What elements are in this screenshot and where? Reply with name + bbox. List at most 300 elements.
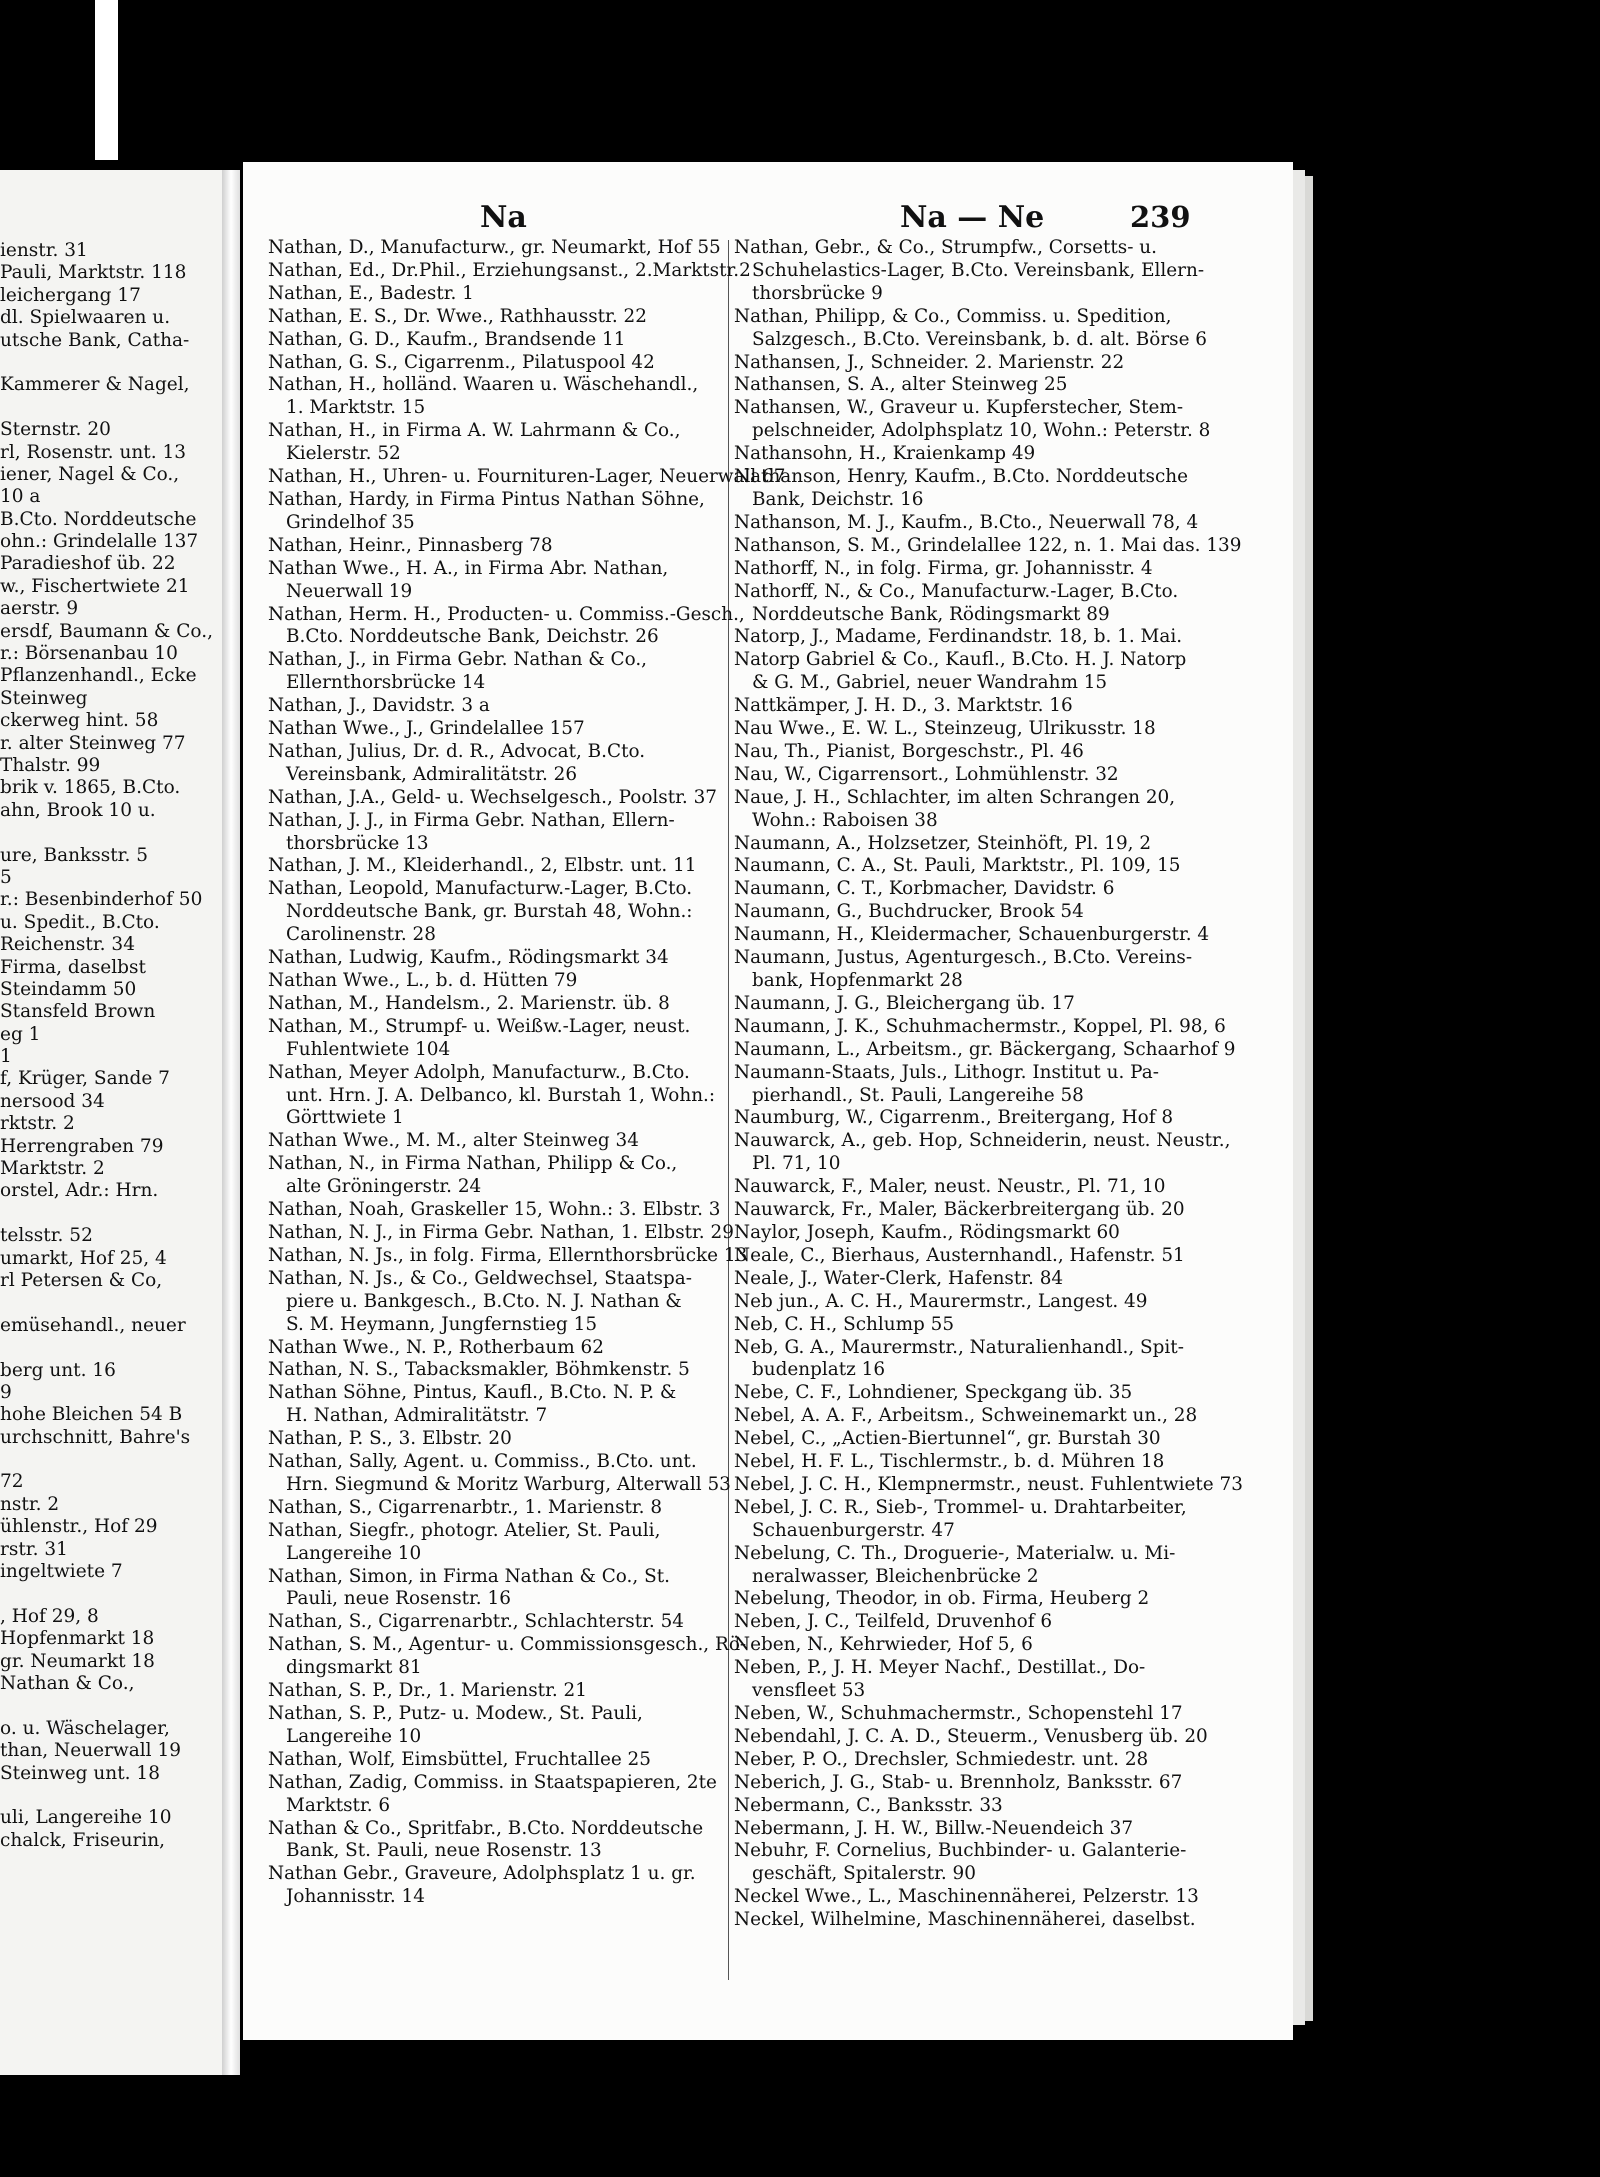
entry-first-line: Naumann, C. T., Korbmacher, Davidstr. 6 (734, 878, 1115, 900)
directory-entry (268, 649, 756, 695)
directory-entry (734, 718, 1222, 741)
entry-first-line: Nebermann, C., Banksstr. 33 (734, 1794, 1003, 1816)
previous-page-line: 5 (0, 866, 12, 888)
directory-entry (268, 878, 756, 947)
entry-first-line: Nathan, Ed., Dr.Phil., Erziehungsanst., 2.Marktstr.2 (268, 259, 751, 281)
directory-entry (268, 237, 756, 260)
directory-entry (734, 1291, 1222, 1314)
directory-entry (734, 1749, 1222, 1772)
entry-continuation-line: vensfleet 53 (752, 1680, 866, 1702)
entry-first-line: Neben, W., Schuhmachermstr., Schopenstehl 17 (734, 1703, 1183, 1724)
directory-entry (268, 1818, 756, 1864)
entry-first-line: Nathan Gebr., Graveure, Adolphsplatz 1 u. gr. (268, 1863, 696, 1885)
directory-entry (268, 695, 756, 718)
entry-first-line: Naumann, H., Kleidermacher, Schauenburgerstr. 4 (734, 924, 1210, 946)
directory-entry (734, 649, 1222, 695)
directory-entry (268, 489, 756, 535)
entry-first-line: Nathanson, S. M., Grindelallee 122, n. 1. Mai das. 139 (734, 534, 1242, 556)
entry-first-line: Nebuhr, F. Cornelius, Buchbinder- u. Galanterie- (734, 1840, 1187, 1862)
entry-continuation-line: Johannisstr. 14 (286, 1886, 425, 1908)
entry-first-line: Nathan, G. S., Cigarrenm., Pilatuspool 42 (268, 351, 655, 373)
directory-entry (268, 970, 756, 993)
previous-page-line (0, 397, 222, 419)
previous-page-line: r.: Besenbinderhof 50 (0, 889, 203, 911)
entry-continuation-line: Neuerwall 19 (286, 580, 413, 602)
directory-entry (734, 1497, 1222, 1543)
entry-first-line: Nathan Söhne, Pintus, Kaufl., B.Cto. N. P. & (268, 1382, 677, 1404)
directory-entry (268, 1611, 756, 1634)
entry-continuation-line: neralwasser, Bleichenbrücke 2 (752, 1565, 1039, 1587)
entry-first-line: Nathan, Julius, Dr. d. R., Advocat, B.Cto. (268, 740, 646, 762)
previous-page-line: aerstr. 9 (0, 598, 79, 620)
previous-page-line: Stansfeld Brown (0, 1001, 156, 1023)
entry-first-line: Naumann, G., Buchdrucker, Brook 54 (734, 901, 1084, 923)
directory-entry (268, 1153, 756, 1199)
entry-first-line: Nathan, N. Js., & Co., Geldwechsel, Staatspa- (268, 1267, 692, 1289)
directory-entry (734, 1543, 1222, 1589)
entry-first-line: Neben, N., Kehrwieder, Hof 5, 6 (734, 1634, 1033, 1656)
entry-first-line: Nathansen, W., Graveur u. Kupferstecher, Stem- (734, 397, 1184, 419)
previous-page-line: rktstr. 2 (0, 1113, 75, 1135)
directory-entry (734, 1405, 1222, 1428)
directory-entry (268, 787, 756, 810)
entry-first-line: Nathan, H., Uhren- u. Fournituren-Lager, Neuerwall 67 (268, 466, 786, 488)
directory-entry (268, 1863, 756, 1909)
directory-entry (268, 1268, 756, 1337)
previous-page-line: eg 1 (0, 1023, 41, 1045)
previous-page-line: Firma, daselbst (0, 956, 146, 978)
entry-first-line: Nauwarck, F., Maler, neust. Neustr., Pl. 71, 10 (734, 1176, 1166, 1198)
entry-first-line: Nathan Wwe., M. M., alter Steinweg 34 (268, 1130, 639, 1152)
entry-first-line: Nathan, N. S., Tabacksmakler, Böhmkenstr. 5 (268, 1359, 690, 1381)
entry-continuation-line: dingsmarkt 81 (286, 1657, 422, 1679)
entry-first-line: Nathan, G. D., Kaufm., Brandsende 11 (268, 328, 626, 350)
previous-page-line: Hopfenmarkt 18 (0, 1628, 155, 1650)
entry-first-line: Neb, G. A., Maurermstr., Naturalienhandl., Spit- (734, 1336, 1184, 1358)
previous-page-line: Thalstr. 99 (0, 754, 101, 776)
entry-first-line: Nebe, C. F., Lohndiener, Speckgang üb. 35 (734, 1382, 1133, 1404)
directory-entry (734, 1473, 1243, 1497)
directory-entry (734, 993, 1222, 1016)
previous-page-line: Nathan & Co., (0, 1673, 135, 1694)
binding-edge (95, 0, 119, 160)
entry-first-line: Naumann, Justus, Agenturgesch., B.Cto. Vereins- (734, 947, 1193, 969)
directory-entry (268, 1428, 756, 1451)
previous-page-line: 9 (0, 1381, 12, 1403)
directory-entry (268, 1359, 756, 1382)
entry-first-line: Nathan, S. P., Dr., 1. Marienstr. 21 (268, 1680, 587, 1702)
entry-continuation-line: pelschneider, Adolphsplatz 10, Wohn.: Peterstr. 8 (752, 420, 1211, 442)
entry-first-line: Nau Wwe., E. W. L., Steinzeug, Ulrikusstr. 18 (734, 718, 1156, 740)
entry-first-line: Nau, Th., Pianist, Borgeschstr., Pl. 46 (734, 740, 1084, 762)
directory-entry (734, 833, 1222, 856)
previous-page-line: r.: Börsenanbau 10 (0, 643, 178, 665)
entry-first-line: Nathan, N. J., in Firma Gebr. Nathan, 1. Elbstr. 29 (268, 1221, 734, 1243)
directory-entry (734, 695, 1222, 718)
previous-page-line: w., Fischertwiete 21 (0, 575, 190, 597)
previous-page-line (0, 1449, 222, 1471)
directory-entry (734, 512, 1222, 535)
entry-continuation-line: unt. Hrn. J. A. Delbanco, kl. Burstah 1, Wohn.: (286, 1084, 716, 1106)
entry-continuation-line: Grindelhof 35 (286, 511, 415, 533)
entry-first-line: Nathan, J., in Firma Gebr. Nathan & Co., (268, 649, 648, 671)
directory-entry (268, 1566, 756, 1612)
entry-continuation-line: H. Nathan, Admiralitätstr. 7 (286, 1405, 548, 1427)
directory-entry (268, 741, 756, 787)
directory-entry (734, 1634, 1222, 1657)
entry-continuation-line: Langereihe 10 (286, 1542, 422, 1564)
entry-first-line: Nathan, N., in Firma Nathan, Philipp & Co., (268, 1153, 678, 1175)
directory-entry (734, 1337, 1222, 1383)
entry-continuation-line: Kielerstr. 52 (286, 443, 401, 465)
directory-entry (268, 1497, 756, 1520)
entry-first-line: Nathan, Zadig, Commiss. in Staatspapieren, 2te (268, 1771, 717, 1793)
entry-first-line: Neberich, J. G., Stab- u. Brennholz, Banksstr. 67 (734, 1771, 1183, 1793)
directory-entry (734, 855, 1222, 878)
entry-continuation-line: Görttwiete 1 (286, 1107, 404, 1129)
entry-continuation-line: Bank, St. Pauli, neue Rosenstr. 13 (286, 1840, 602, 1862)
previous-page-line: Steindamm 50 (0, 978, 137, 1000)
previous-page-line: , Hof 29, 8 (0, 1605, 99, 1627)
previous-page-line: Sternstr. 20 (0, 419, 111, 441)
entry-continuation-line: geschäft, Spitalerstr. 90 (752, 1863, 976, 1885)
entry-first-line: Nebelung, C. Th., Droguerie-, Materialw. u. Mi- (734, 1542, 1176, 1564)
entry-continuation-line: thorsbrücke 13 (286, 832, 429, 854)
previous-page-line: Marktstr. 2 (0, 1158, 105, 1180)
previous-page-line: 10 a (0, 486, 41, 508)
entry-first-line: Nathan, J., Davidstr. 3 a (268, 695, 490, 717)
entry-continuation-line: Ellernthorsbrücke 14 (286, 672, 486, 694)
entry-first-line: Nathan, S., Cigarrenarbtr., Schlachterstr. 54 (268, 1611, 684, 1633)
directory-entry (734, 1268, 1222, 1291)
directory-entry (268, 352, 756, 375)
previous-page-line: rstr. 31 (0, 1538, 68, 1560)
entry-first-line: Nathan, H., in Firma A. W. Lahrmann & Co., (268, 420, 681, 442)
entry-first-line: Nathan, Gebr., & Co., Strumpfw., Corsetts- u. (734, 237, 1157, 258)
entry-first-line: Nathan, J. J., in Firma Gebr. Nathan, Ellern- (268, 809, 675, 831)
entry-first-line: Nathorff, N., & Co., Manufacturw.-Lager, B.Cto. (734, 580, 1179, 602)
entry-first-line: Nathorff, N., in folg. Firma, gr. Johannisstr. 4 (734, 557, 1153, 579)
entry-first-line: Nauwarck, A., geb. Hop, Schneiderin, neust. Neustr., (734, 1130, 1231, 1152)
previous-page-line: berg unt. 16 (0, 1359, 116, 1381)
directory-entry (734, 1245, 1222, 1268)
entry-first-line: Nebelung, Theodor, in ob. Firma, Heuberg 2 (734, 1588, 1150, 1610)
entry-first-line: Nebel, J. C. R., Sieb-, Trommel- u. Drahtarbeiter, (734, 1496, 1187, 1518)
directory-entry (734, 581, 1222, 627)
directory-entry (734, 352, 1222, 375)
entry-first-line: Nathan, J. M., Kleiderhandl., 2, Elbstr. unt. 11 (268, 855, 697, 877)
directory-entry (268, 260, 756, 283)
previous-page-line: emüsehandl., neuer (0, 1314, 186, 1336)
entry-first-line: Nathan, S. P., Putz- u. Modew., St. Pauli, (268, 1703, 643, 1724)
directory-entry (734, 1428, 1222, 1451)
previous-page-line: Paradieshof üb. 22 (0, 553, 176, 575)
entry-continuation-line: Norddeutsche Bank, gr. Burstah 48, Wohn.: (286, 901, 693, 923)
directory-entry (268, 1245, 756, 1268)
entry-first-line: Nathan, Sally, Agent. u. Commiss., B.Cto. unt. (268, 1451, 697, 1473)
directory-entry (734, 1451, 1222, 1474)
directory-entry (734, 237, 1222, 306)
directory-entry (268, 1703, 756, 1749)
entry-first-line: Nathan Wwe., J., Grindelallee 157 (268, 718, 585, 740)
entry-first-line: Nathan, Philipp, & Co., Commiss. u. Spedition, (734, 305, 1172, 327)
directory-entry (734, 1840, 1222, 1886)
previous-page-line: rl, Rosenstr. unt. 13 (0, 441, 187, 463)
entry-first-line: Nathan, Wolf, Eimsbüttel, Fruchtallee 25 (268, 1748, 651, 1770)
directory-entry (734, 1886, 1222, 1909)
entry-first-line: Nebel, J. C. H., Klempnermstr., neust. Fuhlentwiete 73 (734, 1473, 1243, 1495)
previous-page-line: ienstr. 31 (0, 240, 88, 261)
directory-entry (734, 466, 1222, 512)
directory-entry (268, 1520, 756, 1566)
directory-entry (734, 1726, 1222, 1749)
directory-entry (268, 1016, 756, 1062)
directory-entry (268, 374, 756, 420)
entry-first-line: Naumann, J. K., Schuhmachermstr., Koppel, Pl. 98, 6 (734, 1015, 1226, 1037)
entry-first-line: Nathan Wwe., N. P., Rotherbaum 62 (268, 1336, 604, 1358)
previous-page-line: Pflanzenhandl., Ecke (0, 665, 197, 687)
previous-page-line: ersdf, Baumann & Co., (0, 620, 213, 642)
entry-continuation-line: & G. M., Gabriel, neuer Wandrahm 15 (752, 672, 1108, 694)
previous-page-line: brik v. 1865, B.Cto. (0, 777, 181, 799)
entry-continuation-line: S. M. Heymann, Jungfernstieg 15 (286, 1313, 598, 1335)
right-column (734, 237, 1243, 1932)
entry-first-line: Nathan, Leopold, Manufacturw.-Lager, B.Cto. (268, 878, 693, 900)
entry-continuation-line: piere u. Bankgesch., B.Cto. N. J. Nathan & (286, 1290, 682, 1312)
entry-first-line: Neben, P., J. H. Meyer Nachf., Destillat., Do- (734, 1657, 1146, 1679)
previous-page-line: ühlenstr., Hof 29 (0, 1516, 158, 1538)
entry-first-line: Nathan, Heinr., Pinnasberg 78 (268, 534, 553, 556)
entry-continuation-line: Pl. 71, 10 (752, 1153, 841, 1175)
previous-page-line: Kammerer & Nagel, (0, 374, 190, 396)
directory-entry (734, 947, 1222, 993)
directory-entry (268, 604, 756, 650)
entry-first-line: Nathan, H., holländ. Waaren u. Wäschehandl., (268, 374, 699, 396)
entry-continuation-line: 1. Marktstr. 15 (286, 397, 426, 419)
entry-first-line: Nauwarck, Fr., Maler, Bäckerbreitergang üb. 20 (734, 1199, 1185, 1221)
entry-first-line: Nathan Wwe., H. A., in Firma Abr. Nathan, (268, 557, 669, 579)
directory-entry (268, 1451, 756, 1497)
directory-entry (734, 1222, 1222, 1245)
entry-continuation-line: B.Cto. Norddeutsche Bank, Deichstr. 26 (286, 626, 659, 648)
previous-page-line (0, 1785, 222, 1807)
entry-continuation-line: budenplatz 16 (752, 1359, 886, 1381)
previous-page-line: Steinweg unt. 18 (0, 1762, 160, 1784)
previous-page-line: Pauli, Marktstr. 118 (0, 262, 187, 284)
entry-first-line: Nathan & Co., Spritfabr., B.Cto. Norddeutsche (268, 1817, 704, 1839)
directory-entry (268, 1062, 756, 1131)
entry-first-line: Nathansen, J., Schneider. 2. Marienstr. 22 (734, 351, 1125, 373)
entry-first-line: Naumann, J. G., Bleichergang üb. 17 (734, 992, 1075, 1014)
entry-first-line: Nebermann, J. H. W., Billw.-Neuendeich 37 (734, 1817, 1134, 1839)
entry-continuation-line: Marktstr. 6 (286, 1794, 391, 1816)
previous-page-line: urchschnitt, Bahre's (0, 1426, 191, 1448)
previous-page-line: Reichenstr. 34 (0, 934, 135, 956)
entry-first-line: Nathansen, S. A., alter Steinweg 25 (734, 374, 1068, 396)
scan-bottom-border (0, 2075, 1600, 2177)
left-column-heading: Na (480, 200, 527, 235)
directory-entry (734, 1818, 1222, 1841)
entry-first-line: Nathan, D., Manufacturw., gr. Neumarkt, Hof 55 (268, 237, 721, 258)
previous-page-line: ingeltwiete 7 (0, 1561, 123, 1583)
entry-continuation-line: Carolinenstr. 28 (286, 924, 436, 946)
directory-entry (734, 1382, 1222, 1405)
directory-entry (734, 1062, 1222, 1108)
directory-entry (268, 558, 756, 604)
previous-page-line: leichergang 17 (0, 284, 141, 306)
directory-entry (268, 1772, 756, 1818)
directory-entry (268, 535, 756, 558)
previous-page-line (0, 822, 222, 844)
previous-page-line: rl Petersen & Co, (0, 1269, 163, 1291)
entry-continuation-line: Wohn.: Raboisen 38 (752, 809, 938, 831)
entry-first-line: Nathan, P. S., 3. Elbstr. 20 (268, 1428, 512, 1450)
directory-entry (268, 947, 756, 970)
page-edge-inner (1305, 176, 1313, 2021)
directory-entry (734, 1107, 1222, 1130)
previous-page-line: iener, Nagel & Co., (0, 463, 180, 485)
directory-entry (268, 1680, 756, 1703)
directory-entry (268, 329, 756, 352)
entry-first-line: Nathanson, M. J., Kaufm., B.Cto., Neuerwall 78, 4 (734, 511, 1199, 533)
entry-first-line: Nebendahl, J. C. A. D., Steuerm., Venusberg üb. 20 (734, 1725, 1208, 1747)
entry-first-line: Nathan, Hardy, in Firma Pintus Nathan Söhne, (268, 488, 705, 510)
entry-first-line: Neale, C., Bierhaus, Austernhandl., Hafenstr. 51 (734, 1244, 1185, 1266)
entry-first-line: Neckel, Wilhelmine, Maschinennäherei, daselbst. (734, 1909, 1196, 1931)
page-edge (1293, 170, 1305, 2025)
entry-first-line: Nathan Wwe., L., b. d. Hütten 79 (268, 970, 578, 991)
entry-first-line: Natorp, J., Madame, Ferdinandstr. 18, b. 1. Mai. (734, 626, 1183, 648)
entry-first-line: Nebel, H. F. L., Tischlermstr., b. d. Mühren 18 (734, 1451, 1165, 1473)
entry-first-line: Nathan, S., Cigarrenarbtr., 1. Marienstr. 8 (268, 1496, 663, 1518)
directory-entry (268, 1199, 756, 1222)
directory-entry (268, 993, 756, 1016)
entry-continuation-line: Schauenburgerstr. 47 (752, 1519, 955, 1541)
previous-page-line: ckerweg hint. 58 (0, 710, 159, 732)
entry-continuation-line: Bank, Deichstr. 16 (752, 488, 924, 510)
directory-entry (734, 443, 1222, 466)
right-column-heading: Na — Ne (900, 200, 1045, 235)
entry-continuation-line: bank, Hopfenmarkt 28 (752, 970, 963, 991)
entry-first-line: Nathan, N. Js., in folg. Firma, Ellernthorsbrücke 13 (268, 1244, 748, 1266)
previous-page-line: nstr. 2 (0, 1493, 60, 1515)
entry-first-line: Nathan, Simon, in Firma Nathan & Co., St. (268, 1565, 670, 1587)
directory-entry (268, 1337, 756, 1360)
entry-first-line: Naumann-Staats, Juls., Lithogr. Institut u. Pa- (734, 1061, 1159, 1083)
previous-page-line: than, Neuerwall 19 (0, 1740, 182, 1762)
previous-page-line: f, Krüger, Sande 7 (0, 1068, 170, 1090)
previous-page-line: chalck, Friseurin, (0, 1829, 166, 1851)
entry-continuation-line: alte Gröningerstr. 24 (286, 1176, 482, 1198)
directory-entry (734, 1038, 1236, 1062)
directory-entry (734, 741, 1222, 764)
entry-first-line: Nebel, A. A. F., Arbeitsm., Schweinemarkt un., 28 (734, 1405, 1198, 1427)
entry-first-line: Naumann, C. A., St. Pauli, Marktstr., Pl. 109, 15 (734, 855, 1181, 877)
previous-page-line: umarkt, Hof 25, 4 (0, 1247, 167, 1269)
entry-first-line: Nau, W., Cigarrensort., Lohmühlenstr. 32 (734, 763, 1119, 785)
entry-first-line: Neben, J. C., Teilfeld, Druvenhof 6 (734, 1611, 1053, 1633)
directory-entry (268, 1130, 756, 1153)
entry-first-line: Nathan, M., Strumpf- u. Weißw.-Lager, neust. (268, 1015, 691, 1037)
previous-page-line: hohe Bleichen 54 B (0, 1404, 183, 1426)
previous-page-line: utsche Bank, Catha- (0, 329, 190, 351)
directory-entry (734, 558, 1222, 581)
directory-entry (268, 1382, 756, 1428)
previous-page-line: u. Spedit., B.Cto. (0, 911, 160, 933)
entry-continuation-line: Schuhelastics-Lager, B.Cto. Vereinsbank, Ellern- (752, 259, 1205, 281)
entry-continuation-line: Pauli, neue Rosenstr. 16 (286, 1588, 511, 1610)
previous-page-text (0, 240, 222, 1852)
directory-entry (734, 764, 1222, 787)
directory-entry (734, 1130, 1231, 1176)
directory-entry (268, 1222, 756, 1245)
previous-page-line: Herrengraben 79 (0, 1135, 164, 1157)
entry-first-line: Nathan, S. M., Agentur- u. Commissionsgesch., Rö- (268, 1634, 747, 1656)
entry-first-line: Nathan, Ludwig, Kaufm., Rödingsmarkt 34 (268, 947, 669, 969)
entry-first-line: Nathansohn, H., Kraienkamp 49 (734, 443, 1036, 465)
previous-page-line (0, 1203, 222, 1225)
directory-entry (268, 420, 756, 466)
entry-first-line: Neckel Wwe., L., Maschinennäherei, Pelzerstr. 13 (734, 1886, 1199, 1908)
previous-page-line: 72 (0, 1471, 24, 1493)
directory-entry (734, 1611, 1222, 1634)
directory-entry (734, 534, 1242, 558)
previous-page-strip (0, 170, 222, 2075)
entry-first-line: Nathan, Siegfr., photogr. Atelier, St. Pauli, (268, 1519, 661, 1541)
entry-first-line: Naumann, L., Arbeitsm., gr. Bäckergang, Schaarhof 9 (734, 1038, 1236, 1060)
directory-entry (734, 397, 1222, 443)
directory-entry (268, 1749, 756, 1772)
directory-entry (734, 924, 1222, 947)
previous-page-line: o. u. Wäschelager, (0, 1717, 170, 1739)
previous-page-line: ohn.: Grindelalle 137 (0, 531, 199, 553)
entry-first-line: Nattkämper, J. H. D., 3. Marktstr. 16 (734, 695, 1073, 717)
directory-entry (734, 1015, 1226, 1039)
previous-page-line (0, 352, 222, 374)
previous-page-line (0, 1695, 222, 1717)
previous-page-line: gr. Neumarkt 18 (0, 1650, 155, 1672)
entry-first-line: Nathan, E. S., Dr. Wwe., Rathhausstr. 22 (268, 305, 647, 327)
previous-page-line (0, 1292, 222, 1314)
previous-page-line (0, 1583, 222, 1605)
directory-entry (734, 1588, 1222, 1611)
directory-entry (734, 1657, 1222, 1703)
directory-entry (734, 787, 1222, 833)
directory-entry (268, 283, 756, 306)
left-column (268, 237, 786, 1909)
directory-entry (734, 1909, 1222, 1932)
previous-page-line: telsstr. 52 (0, 1225, 93, 1247)
entry-first-line: Nebel, C., „Actien-Biertunnel“, gr. Burstah 30 (734, 1428, 1161, 1450)
previous-page-line: ure, Banksstr. 5 (0, 844, 148, 866)
directory-entry (734, 1176, 1222, 1199)
directory-entry (734, 1703, 1222, 1726)
page-number: 239 (1130, 200, 1191, 234)
entry-first-line: Naue, J. H., Schlachter, im alten Schrangen 20, (734, 786, 1176, 808)
previous-page-line: nersood 34 (0, 1090, 105, 1112)
directory-entry (734, 1314, 1222, 1337)
directory-entry (734, 626, 1222, 649)
entry-continuation-line: pierhandl., St. Pauli, Langereihe 58 (752, 1084, 1084, 1106)
previous-page-line: uli, Langereihe 10 (0, 1807, 172, 1829)
entry-first-line: Nathan, M., Handelsm., 2. Marienstr. üb. 8 (268, 992, 670, 1014)
directory-entry (734, 1772, 1222, 1795)
previous-page-line (0, 1337, 222, 1359)
book-binding (118, 0, 266, 172)
entry-first-line: Natorp Gabriel & Co., Kaufl., B.Cto. H. J. Natorp (734, 649, 1187, 671)
entry-continuation-line: Fuhlentwiete 104 (286, 1038, 451, 1060)
entry-continuation-line: Hrn. Siegmund & Moritz Warburg, Alterwall 53 (286, 1473, 731, 1495)
